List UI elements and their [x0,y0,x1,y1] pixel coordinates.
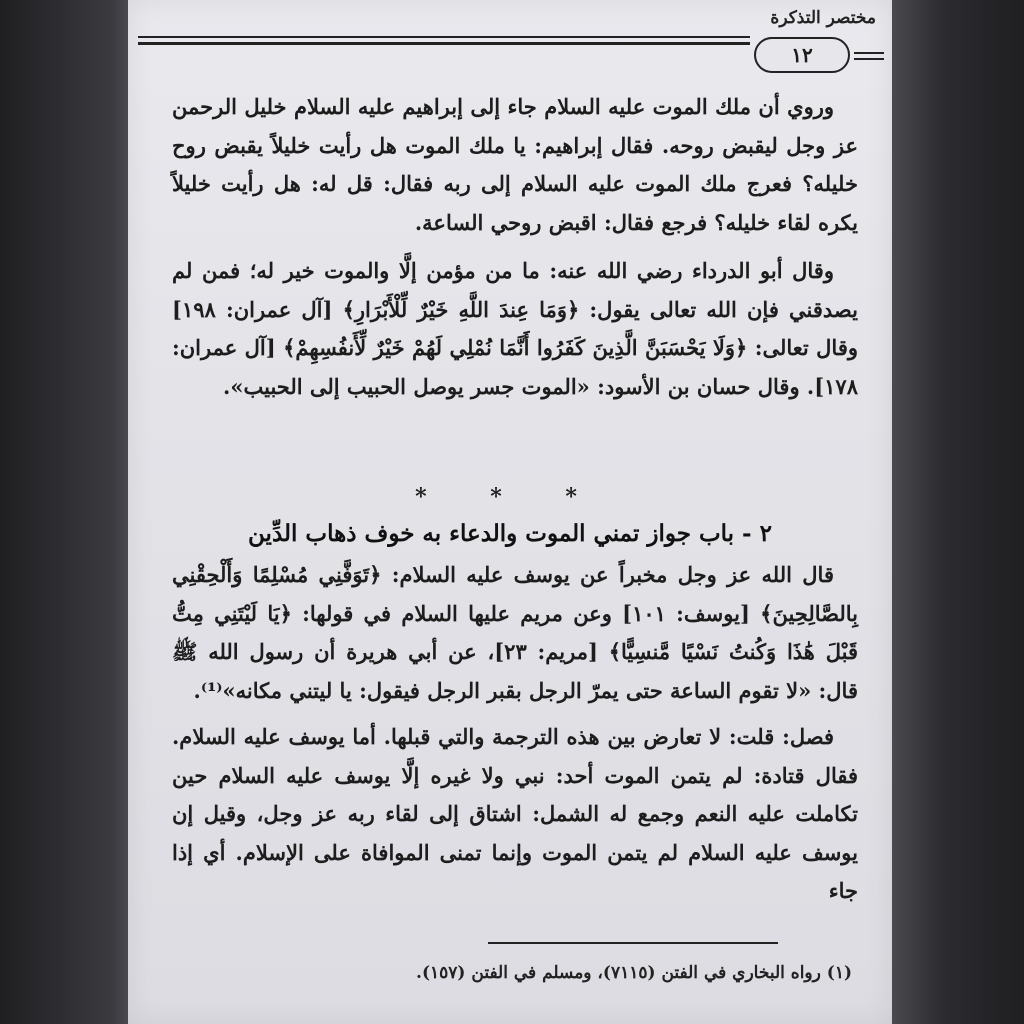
footnotes [358,958,852,988]
paragraph: وقال أبو الدرداء رضي الله عنه: ما من مؤمن إلَّا والموت خير له؛ فمن لم يصدقني فإن الله تعالى يقول: ﴿وَمَا عِندَ اللَّهِ خَيْرٌ لِّلْأَبْرَارِ﴾ [آل عمران: ١٩٨] وقال تعالى: ﴿وَلَا يَحْسَبَنَّ الَّذِينَ كَفَرُوا أَنَّمَا نُمْلِي لَهُمْ خَيْرٌ لِّأَنفُسِهِمْ﴾ [آل عمران: ١٧٨]. وقال حسان بن الأسود: «الموت جسر يوصل الحبيب إلى الحبيب». [172,258,858,399]
footnote-rule [488,942,778,944]
paragraph: قال الله عز وجل مخبراً عن يوسف عليه السلام: ﴿تَوَفَّنِي مُسْلِمًا وَأَلْحِقْنِي بِالصَّالِحِينَ﴾ [يوسف: ١٠١] وعن مريم عليها السلام في قولها: ﴿يَا لَيْتَنِي مِتُّ قَبْلَ هَٰذَا وَكُنتُ نَسْيًا مَّنسِيًّا﴾ [مريم: ٢٣]، عن أبي هريرة أن رسول الله ﷺ قال: «لا تقوم الساعة حتى يمرّ الرجل بقبر الرجل فيقول: يا ليتني مكانه»⁽¹⁾. [172,562,858,703]
footnote: (١) رواه البخاري في الفتن (٧١١٥)، ومسلم في الفتن (١٥٧). [416,963,852,983]
book-page [128,0,892,1024]
paragraph: فصل: قلت: لا تعارض بين هذه الترجمة والتي قبلها. أما يوسف عليه السلام. فقال قتادة: لم يتمن الموت أحد: نبي ولا غيره إلَّا يوسف عليه السلام حين تكاملت عليه النعم وجمع له الشمل: اشتاق إلى لقاء ربه عز وجل، وقيل إن يوسف عليه السلام لم يتمن الموت وإنما تمنى الموافاة على الإسلام. أي إذا جاء [172,724,858,903]
header-rule-top [138,36,750,38]
background-right [889,0,1024,1024]
running-title: مختصر التذكرة [770,8,876,28]
section2-text [172,556,858,911]
chapter-heading: ٢ - باب جواز تمني الموت والدعاء به خوف ذهاب الدِّين [248,520,772,547]
header-rule-bottom [138,42,750,45]
page-number: ١٢ [754,37,850,73]
header-rule-right [854,52,884,54]
background-left [0,0,140,1024]
header-rule-right-2 [854,58,884,60]
paragraph: وروي أن ملك الموت عليه السلام جاء إلى إبراهيم عليه السلام خليل الرحمن عز وجل ليقبض روحه. فقال إبراهيم: يا ملك الموت هل رأيت خليلاً يقبض روح خليله؟ فعرج ملك الموت عليه السلام إلى ربه فقال: قل له: هل رأيت خليلاً يكره لقاء خليله؟ فرجع فقال: اقبض روحي الساعة. [172,94,858,235]
section1-text [172,88,858,406]
section-separator: * * * [415,484,605,510]
